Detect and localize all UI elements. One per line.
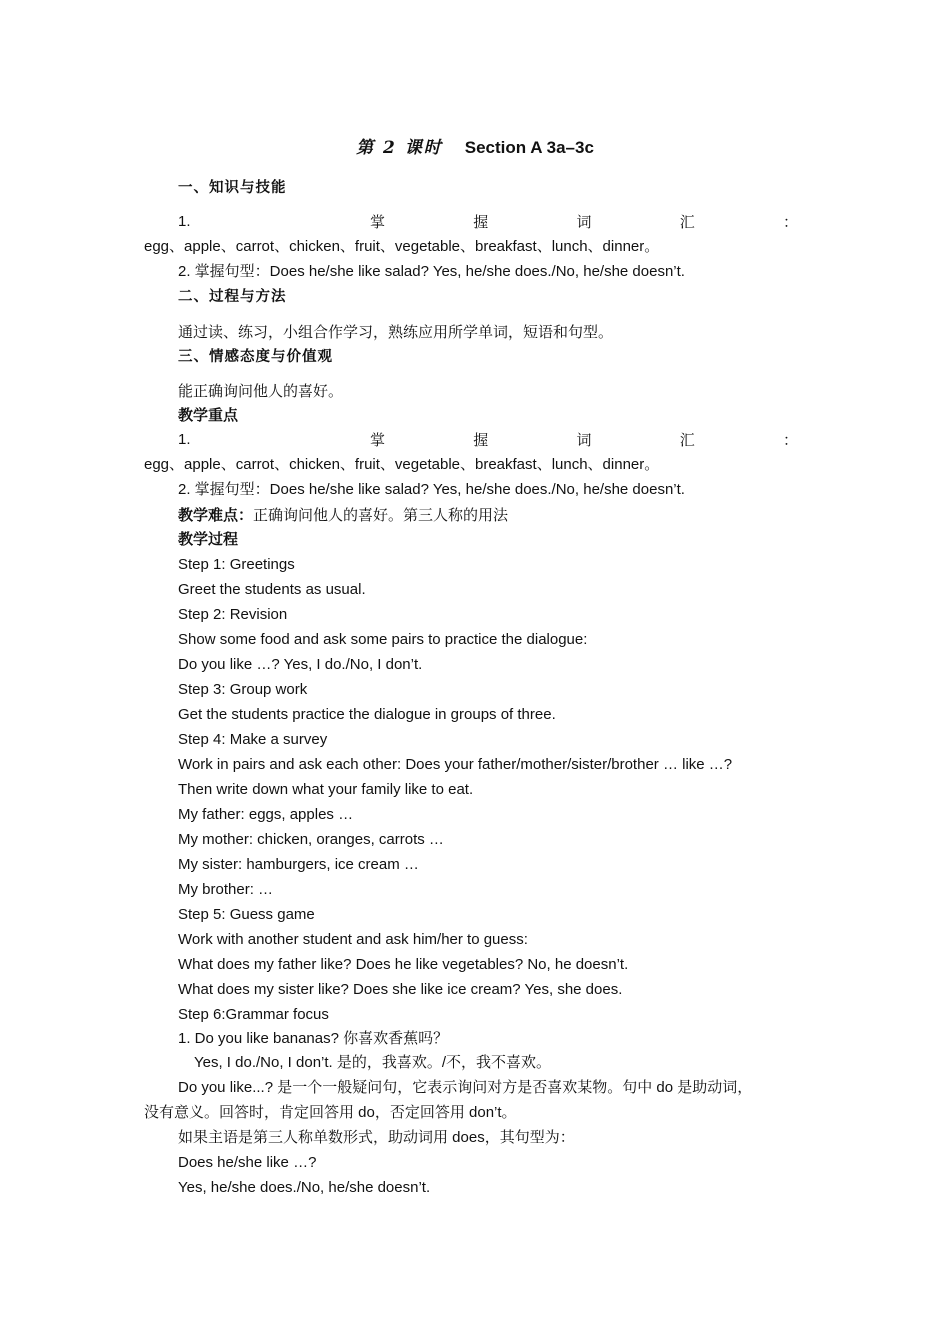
process-line: Step 5: Guess game bbox=[178, 906, 315, 923]
attitude-text: 能正确询问他人的喜好。 bbox=[178, 382, 344, 400]
process-line: Work in pairs and ask each other: Does your father/mother/sister/brother … like …? bbox=[178, 756, 733, 773]
title-lesson: 第 2 课时 bbox=[356, 138, 443, 158]
process-line: Show some food and ask some pairs to practice the dialogue: bbox=[178, 631, 588, 648]
process-line: What does my father like? Does he like vegetables? No, he doesn’t. bbox=[178, 956, 629, 973]
process-line: Get the students practice the dialogue in groups of three. bbox=[178, 706, 556, 723]
process-line: My brother: … bbox=[178, 881, 274, 898]
process-line: Step 3: Group work bbox=[178, 681, 308, 698]
title-section: Section A 3a–3c bbox=[464, 138, 594, 157]
process-line: Step 4: Make a survey bbox=[178, 731, 328, 748]
process-line: Greet the students as usual. bbox=[178, 581, 366, 598]
vocab-num-2: 1. bbox=[178, 431, 191, 448]
vocab-spread-1: 掌 握 词 汇 ： bbox=[370, 213, 798, 231]
process-line: Work with another student and ask him/her to guess: bbox=[178, 931, 528, 948]
grammar-explain-2: 没有意义。回答时，肯定回答用 do，否定回答用 don’t。 bbox=[144, 1104, 517, 1121]
sentence-pattern-2: 2. 掌握句型：Does he/she like salad? Yes, he/she does./No, he/she doesn’t. bbox=[178, 481, 685, 498]
heading-attitude: 三、情感态度与价值观 bbox=[178, 348, 333, 365]
heading-knowledge: 一、知识与技能 bbox=[178, 179, 287, 196]
process-line: Step 1: Greetings bbox=[178, 556, 295, 573]
process-line: Step 6:Grammar focus bbox=[178, 1006, 329, 1023]
process-line: My father: eggs, apples … bbox=[178, 806, 354, 823]
heading-key-points: 教学重点 bbox=[178, 407, 239, 424]
grammar-answer: Yes, I do./No, I don’t. 是的，我喜欢。/不，我不喜欢。 bbox=[194, 1054, 552, 1071]
grammar-third-question: Does he/she like …? bbox=[178, 1154, 317, 1171]
grammar-third-answer: Yes, he/she does./No, he/she doesn’t. bbox=[178, 1179, 431, 1196]
grammar-explain-1: Do you like...? 是一个一般疑问句，它表示询问对方是否喜欢某物。句中 do 是助动词， bbox=[178, 1079, 753, 1096]
page-title bbox=[0, 138, 950, 158]
process-line: Then write down what your family like to eat. bbox=[178, 781, 474, 798]
difficulty-line bbox=[0, 505, 950, 526]
vocab-list-1: egg、apple、carrot、chicken、fruit、vegetable、breakfast、lunch、dinner。 bbox=[144, 238, 660, 255]
process-line: Do you like …? Yes, I do./No, I don’t. bbox=[178, 656, 423, 673]
process-line: What does my sister like? Does she like ice cream? Yes, she does. bbox=[178, 981, 623, 998]
difficulty-label: 教学难点： bbox=[178, 507, 254, 524]
process-line: Step 2: Revision bbox=[178, 606, 288, 623]
vocab-spread-2: 掌 握 词 汇 ： bbox=[370, 431, 798, 449]
process-method-text: 通过读、练习，小组合作学习，熟练应用所学单词，短语和句型。 bbox=[178, 323, 614, 341]
vocab-num-1: 1. bbox=[178, 213, 191, 230]
grammar-third-person: 如果主语是第三人称单数形式，助动词用 does，其句型为： bbox=[178, 1129, 575, 1146]
process-line: 1. Do you like bananas? 你喜欢香蕉吗？ bbox=[178, 1030, 449, 1047]
heading-teaching-process: 教学过程 bbox=[178, 531, 239, 548]
sentence-pattern-1: 2. 掌握句型：Does he/she like salad? Yes, he/she does./No, he/she doesn’t. bbox=[178, 263, 685, 280]
process-line: My mother: chicken, oranges, carrots … bbox=[178, 831, 444, 848]
difficulty-text: 正确询问他人的喜好。第三人称的用法 bbox=[253, 506, 509, 524]
process-line: My sister: hamburgers, ice cream … bbox=[178, 856, 419, 873]
heading-process-method: 二、过程与方法 bbox=[178, 288, 287, 305]
vocab-list-2: egg、apple、carrot、chicken、fruit、vegetable、breakfast、lunch、dinner。 bbox=[144, 456, 660, 473]
